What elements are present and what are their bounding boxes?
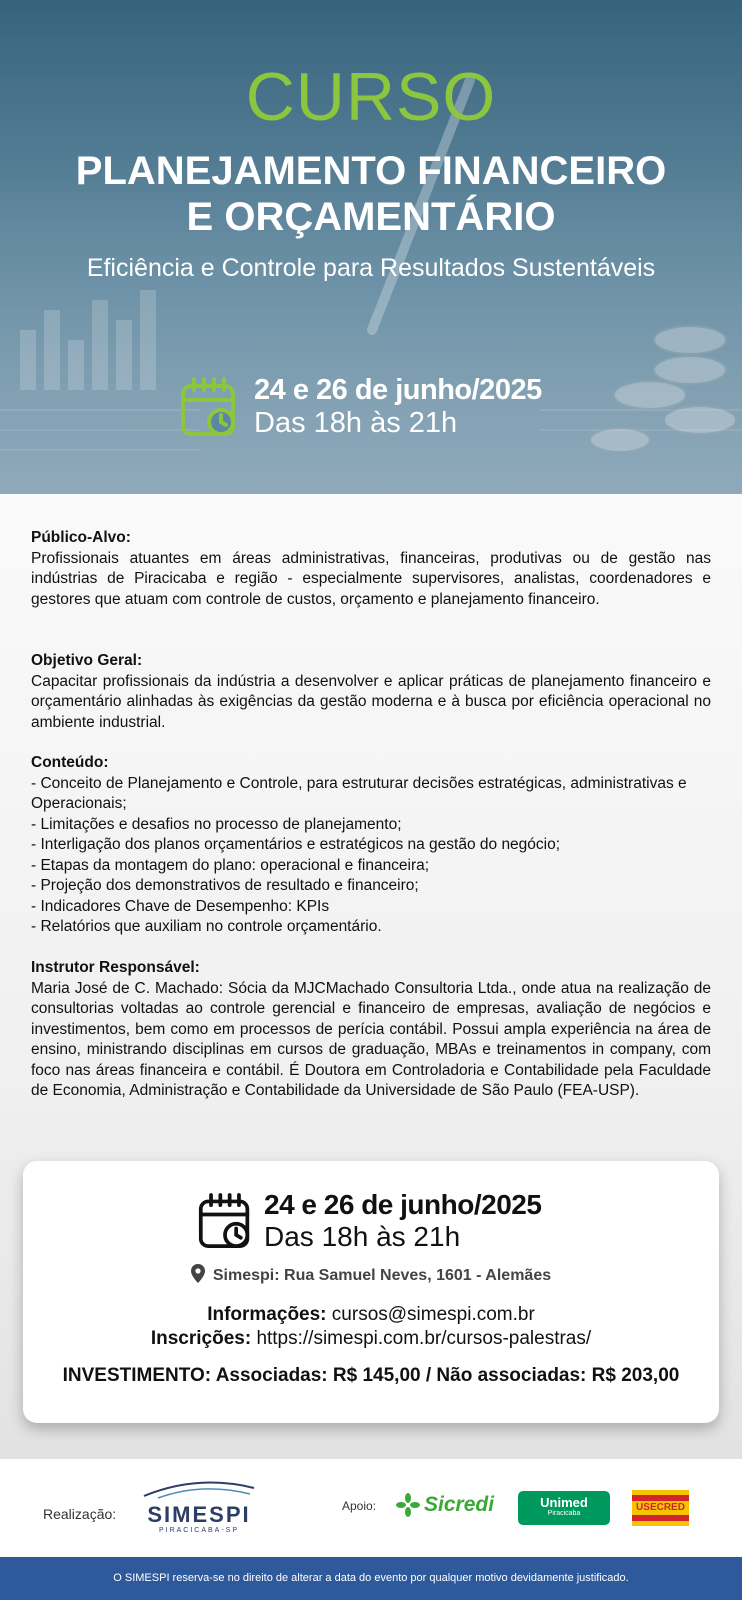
- usecred-logo: [632, 1490, 689, 1526]
- sicredi-logo: [396, 1493, 494, 1517]
- hero-time: Das 18h às 21h: [254, 407, 458, 439]
- conteudo-heading: Conteúdo:: [31, 754, 109, 771]
- objetivo-heading: Objetivo Geral:: [31, 652, 143, 669]
- list-item: - Indicadores Chave de Desempenho: KPIs: [31, 897, 330, 915]
- card-insc-line: [23, 1327, 719, 1351]
- instrutor-heading: Instrutor Responsável:: [31, 959, 200, 976]
- section-publico-alvo: [31, 528, 711, 610]
- hero-course-title-line1: PLANEJAMENTO FINANCEIRO: [75, 149, 667, 193]
- info-email-link[interactable]: cursos@simespi.com.br: [331, 1304, 535, 1325]
- realizacao-label: Realização:: [43, 1506, 117, 1522]
- list-item: - Relatórios que auxiliam no controle orçamentário.: [31, 918, 382, 935]
- card-location: [23, 1264, 719, 1285]
- hero-subtitle: Eficiência e Controle para Resultados Sustentáveis: [86, 254, 656, 282]
- sicredi-flower-icon: [396, 1493, 420, 1517]
- conteudo-list: [31, 774, 711, 938]
- objetivo-text: Capacitar profissionais da indústria a desenvolver e aplicar práticas de planejamento financeiro e orçamentário alinhadas às exigências da gestão moderna e à busca por eficiência operacional no ambiente industrial.: [31, 672, 711, 731]
- location-pin-icon: [191, 1264, 205, 1283]
- usecred-name: USECRED: [632, 1501, 689, 1515]
- section-objetivo-geral: [31, 651, 711, 733]
- list-item: - Projeção dos demonstrativos de resultado e financeiro;: [31, 877, 419, 894]
- hero-title-curso: CURSO: [245, 59, 497, 135]
- list-item: - Interligação dos planos orçamentários e estratégicos na gestão do negócio;: [31, 836, 561, 853]
- sicredi-name: Sicredi: [424, 1493, 495, 1516]
- card-info-line: [23, 1303, 719, 1327]
- unimed-name: Unimed: [540, 1495, 588, 1510]
- card-location-text: Simespi: Rua Samuel Neves, 1601 - Alemães: [212, 1267, 552, 1284]
- simespi-name: SIMESPI: [147, 1502, 251, 1527]
- hero-date-block: [180, 374, 542, 440]
- info-label: Informações:: [207, 1304, 327, 1325]
- event-info-card: [23, 1161, 719, 1423]
- calendar-clock-icon: [180, 376, 238, 438]
- card-contacts: [23, 1303, 719, 1351]
- list-item: - Conceito de Planejamento e Controle, para estruturar decisões estratégicas, administrativas e Operacionais;: [31, 774, 687, 812]
- disclaimer-bar: O SIMESPI reserva-se no direito de alterar a data do evento por qualquer motivo devidamente justificado.: [0, 1557, 742, 1600]
- hero-date: 24 e 26 de junho/2025: [254, 374, 542, 406]
- calendar-clock-icon: [198, 1192, 252, 1250]
- simespi-swoosh-icon: [138, 1478, 260, 1502]
- section-instrutor: [31, 958, 711, 1102]
- card-investment: INVESTIMENTO: Associadas: R$ 145,00 / Não associadas: R$ 203,00: [62, 1365, 680, 1386]
- simespi-city: PIRACICABA-SP: [158, 1527, 240, 1534]
- hero-course-title-line2: E ORÇAMENTÁRIO: [186, 195, 556, 239]
- card-date-block: [198, 1189, 541, 1253]
- insc-label: Inscrições:: [150, 1328, 252, 1349]
- simespi-logo: [138, 1478, 260, 1538]
- card-time: Das 18h às 21h: [264, 1221, 461, 1252]
- list-item: - Etapas da montagem do plano: operacional e financeira;: [31, 856, 430, 874]
- section-conteudo: [31, 753, 711, 938]
- hero-course-title: [0, 148, 742, 240]
- publico-alvo-text: Profissionais atuantes em áreas administrativas, financeiras, produtivas ou de gestão nas indústrias de Piracicaba e região - especialmente supervisores, analistas, coordenadores e gestores que atuam com controle de custos, orçamento e planejamento financeiro.: [31, 549, 711, 608]
- instrutor-text: Maria José de C. Machado: Sócia da MJCMachado Consultoria Ltda., onde atua na realização de consultorias voltadas ao controle gerencial e financeiro de empresas, avaliação de negócios e investimentos, bem como em processos de perícia contábil. Possui ampla experiência na área de ensino, ministrando disciplinas em cursos de graduação, MBAs e treinamentos in company, com foco nas áreas financeira e contábil. É Doutora em Controladoria e Contabilidade pela Faculdade de Economia, Administração e Contabilidade da Universidade de São Paulo (FEA-USP).: [31, 979, 711, 1099]
- publico-alvo-heading: Público-Alvo:: [31, 529, 131, 546]
- hero-banner: [0, 0, 742, 494]
- apoio-label: Apoio:: [342, 1499, 377, 1513]
- insc-url-link[interactable]: https://simespi.com.br/cursos-palestras/: [256, 1328, 592, 1349]
- card-date: 24 e 26 de junho/2025: [264, 1189, 542, 1220]
- list-item: - Limitações e desafios no processo de planejamento;: [31, 815, 402, 833]
- unimed-city: Piracicaba: [547, 1510, 581, 1517]
- unimed-logo: [518, 1491, 610, 1525]
